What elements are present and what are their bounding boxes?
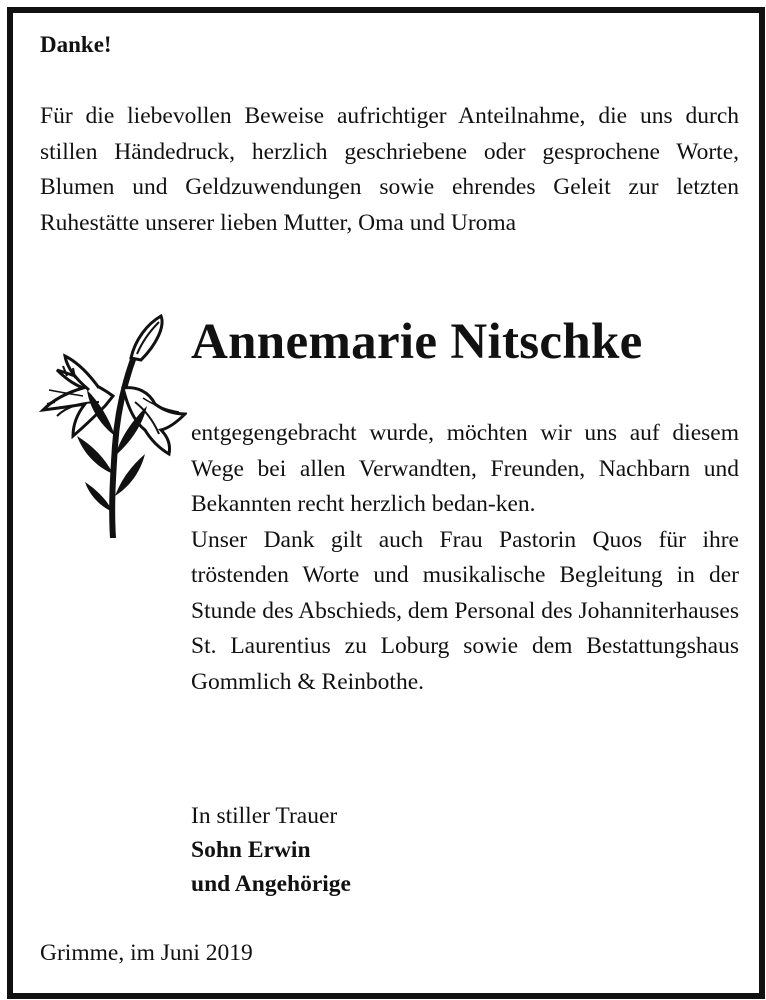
signature-line-2: Sohn Erwin [191, 837, 311, 863]
signature-line-3: und Angehörige [191, 871, 351, 897]
heading: Danke! [40, 32, 112, 57]
lily-icon [27, 306, 187, 538]
place-date: Grimme, im Juni 2019 [40, 940, 253, 966]
body-text [191, 416, 739, 700]
body-paragraph-1: entgegengebracht wurde, möchten wir uns auf diesem Wege bei allen Verwandten, Freunden, Nachbarn und Bekannten recht herzlich bedan-ken. [191, 420, 739, 517]
body-paragraph-2: Unser Dank gilt auch Frau Pastorin Quos für ihre tröstenden Worte und musikalische Begleitung in der Stunde des Abschieds, dem Personal des Johanniterhauses St. Laurentius zu Loburg sowie dem Bestattungshaus Gommlich & Reinbothe. [191, 526, 739, 695]
signature-block [191, 799, 351, 901]
obituary-card [7, 7, 765, 999]
intro-text: Für die liebevollen Beweise aufrichtiger Anteilnahme, die uns durch stillen Händedruck, herzlich geschriebene oder gesprochene Worte, Blumen und Geldzuwendungen sowie ehrendes Geleit zur letzten Ruhestätte unserer lieben Mutter, Oma und Uroma [40, 103, 739, 236]
signature-line-1: In stiller Trauer [191, 803, 338, 829]
deceased-name: Annemarie Nitschke [191, 314, 643, 370]
